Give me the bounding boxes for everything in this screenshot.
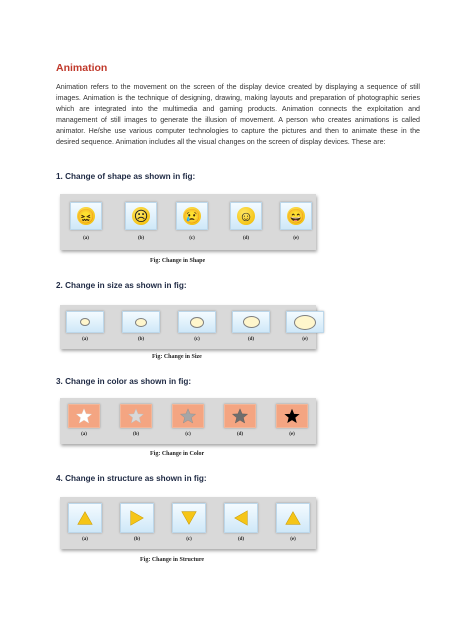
figure-label: (d)	[247, 337, 255, 342]
color-cell-a	[68, 404, 100, 428]
figure-caption: Fig: Change in Structure	[140, 557, 205, 563]
section-heading-structure: 4. Change in structure as shown in fig:	[56, 474, 207, 483]
color-cell-c	[172, 404, 204, 428]
figure-label: (e)	[290, 537, 296, 542]
shape-cell-a	[70, 202, 102, 230]
star-icon-white	[76, 408, 92, 424]
figure-change-in-color	[60, 398, 316, 444]
figure-label: (e)	[293, 236, 299, 241]
triangle-left-icon	[232, 509, 250, 527]
grinning-face-icon: 😄	[287, 208, 305, 224]
ellipse-shape	[190, 317, 204, 328]
shape-cell-d	[230, 202, 262, 230]
star-icon-black	[284, 408, 300, 424]
smiling-face-icon: ☺	[238, 208, 254, 224]
triangle-up-icon	[76, 509, 94, 527]
figure-label: (c)	[194, 337, 200, 342]
star-icon-gray	[180, 408, 196, 424]
crying-face-icon: 😢	[183, 208, 201, 224]
figure-label: (a)	[82, 337, 88, 342]
figure-caption: Fig: Change in Color	[150, 451, 205, 457]
size-cell-b	[122, 311, 160, 333]
triangle-down-icon	[180, 509, 198, 527]
structure-cell-b	[120, 503, 154, 533]
figure-label: (a)	[83, 236, 89, 241]
structure-cell-a	[68, 503, 102, 533]
color-cell-b	[120, 404, 152, 428]
figure-label: (d)	[236, 432, 244, 437]
figure-caption: Fig: Change in Size	[152, 354, 202, 360]
structure-cell-c	[172, 503, 206, 533]
ellipse-shape	[243, 316, 260, 328]
shape-cell-e	[280, 202, 312, 230]
size-cell-d	[232, 311, 270, 333]
ellipse-shape	[294, 315, 316, 330]
figure-label: (b)	[137, 236, 145, 241]
figure-change-in-structure	[60, 497, 316, 549]
ellipse-shape	[80, 318, 90, 326]
shape-cell-b	[125, 202, 157, 230]
intro-paragraph: Animation refers to the movement on the screen of the display device created by displaying a sequence of still images. Animation is the technique of designing, drawing, making layouts and preparation of photographic series which are integrated into the multimedia and gaming products. Animation connects the exploitation and management of still images to generate the illusion of movement. A person who creates animations is called animator. He/she use various computer technologies to capture the pictures and then to animate these in the desired sequence. Animation includes all the visual changes on the screen of display devices. These are:	[56, 83, 420, 146]
figure-label: (c)	[185, 432, 191, 437]
figure-label: (b)	[133, 537, 141, 542]
figure-label: (b)	[137, 337, 145, 342]
color-cell-d	[224, 404, 256, 428]
figure-label: (c)	[186, 537, 192, 542]
figure-label: (a)	[82, 537, 88, 542]
triangle-up-icon	[284, 509, 302, 527]
ellipse-shape	[135, 318, 147, 327]
triangle-right-icon	[128, 509, 146, 527]
size-cell-a	[66, 311, 104, 333]
figure-label: (b)	[132, 432, 140, 437]
confounded-face-icon: 😖	[77, 208, 95, 224]
section-heading-size: 2. Change in size as shown in fig:	[56, 281, 187, 290]
figure-change-in-shape	[60, 194, 316, 250]
star-icon-dark-gray	[232, 408, 248, 424]
page-title: Animation	[56, 62, 108, 74]
figure-label: (d)	[242, 236, 250, 241]
structure-cell-d	[224, 503, 258, 533]
size-cell-c	[178, 311, 216, 333]
shape-cell-c	[176, 202, 208, 230]
star-icon-light-gray	[128, 408, 144, 424]
figure-label: (e)	[289, 432, 295, 437]
figure-change-in-size	[60, 305, 316, 349]
color-cell-e	[276, 404, 308, 428]
figure-label: (a)	[81, 432, 87, 437]
figure-label: (c)	[189, 236, 195, 241]
section-heading-color: 3. Change in color as shown in fig:	[56, 377, 192, 386]
size-cell-e	[286, 311, 324, 333]
structure-cell-e	[276, 503, 310, 533]
figure-label: (e)	[302, 337, 308, 342]
figure-label: (d)	[237, 537, 245, 542]
frowning-face-icon: ☹	[133, 208, 149, 224]
section-heading-shape: 1. Change of shape as shown in fig:	[56, 172, 196, 181]
figure-caption: Fig: Change in Shape	[150, 258, 206, 264]
